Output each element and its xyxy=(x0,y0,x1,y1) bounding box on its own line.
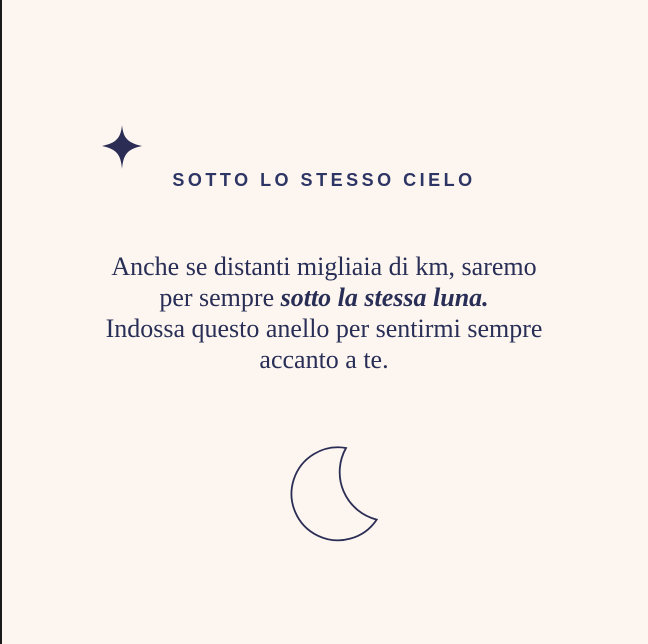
crescent-moon-shape xyxy=(292,447,377,540)
sparkle-icon xyxy=(102,125,142,169)
quote-line-2 xyxy=(0,282,648,313)
quote-text xyxy=(0,251,648,375)
emphasized-phrase: sotto la stessa luna. xyxy=(280,283,489,312)
quote-line-4 xyxy=(0,344,648,375)
sparkle-shape xyxy=(102,125,142,169)
quote-line-4-text: accanto a te. xyxy=(259,345,389,374)
quote-line-1-text: Anche se distanti migliaia di km, saremo xyxy=(111,252,537,281)
section-title: SOTTO LO STESSO CIELO xyxy=(172,170,476,190)
quote-line-2-regular: per sempre xyxy=(159,283,281,312)
crescent-moon-icon xyxy=(292,448,377,540)
quote-line-1 xyxy=(0,251,648,282)
quote-line-3 xyxy=(0,313,648,344)
quote-line-3-text: Indossa questo anello per sentirmi sempre xyxy=(105,314,543,343)
